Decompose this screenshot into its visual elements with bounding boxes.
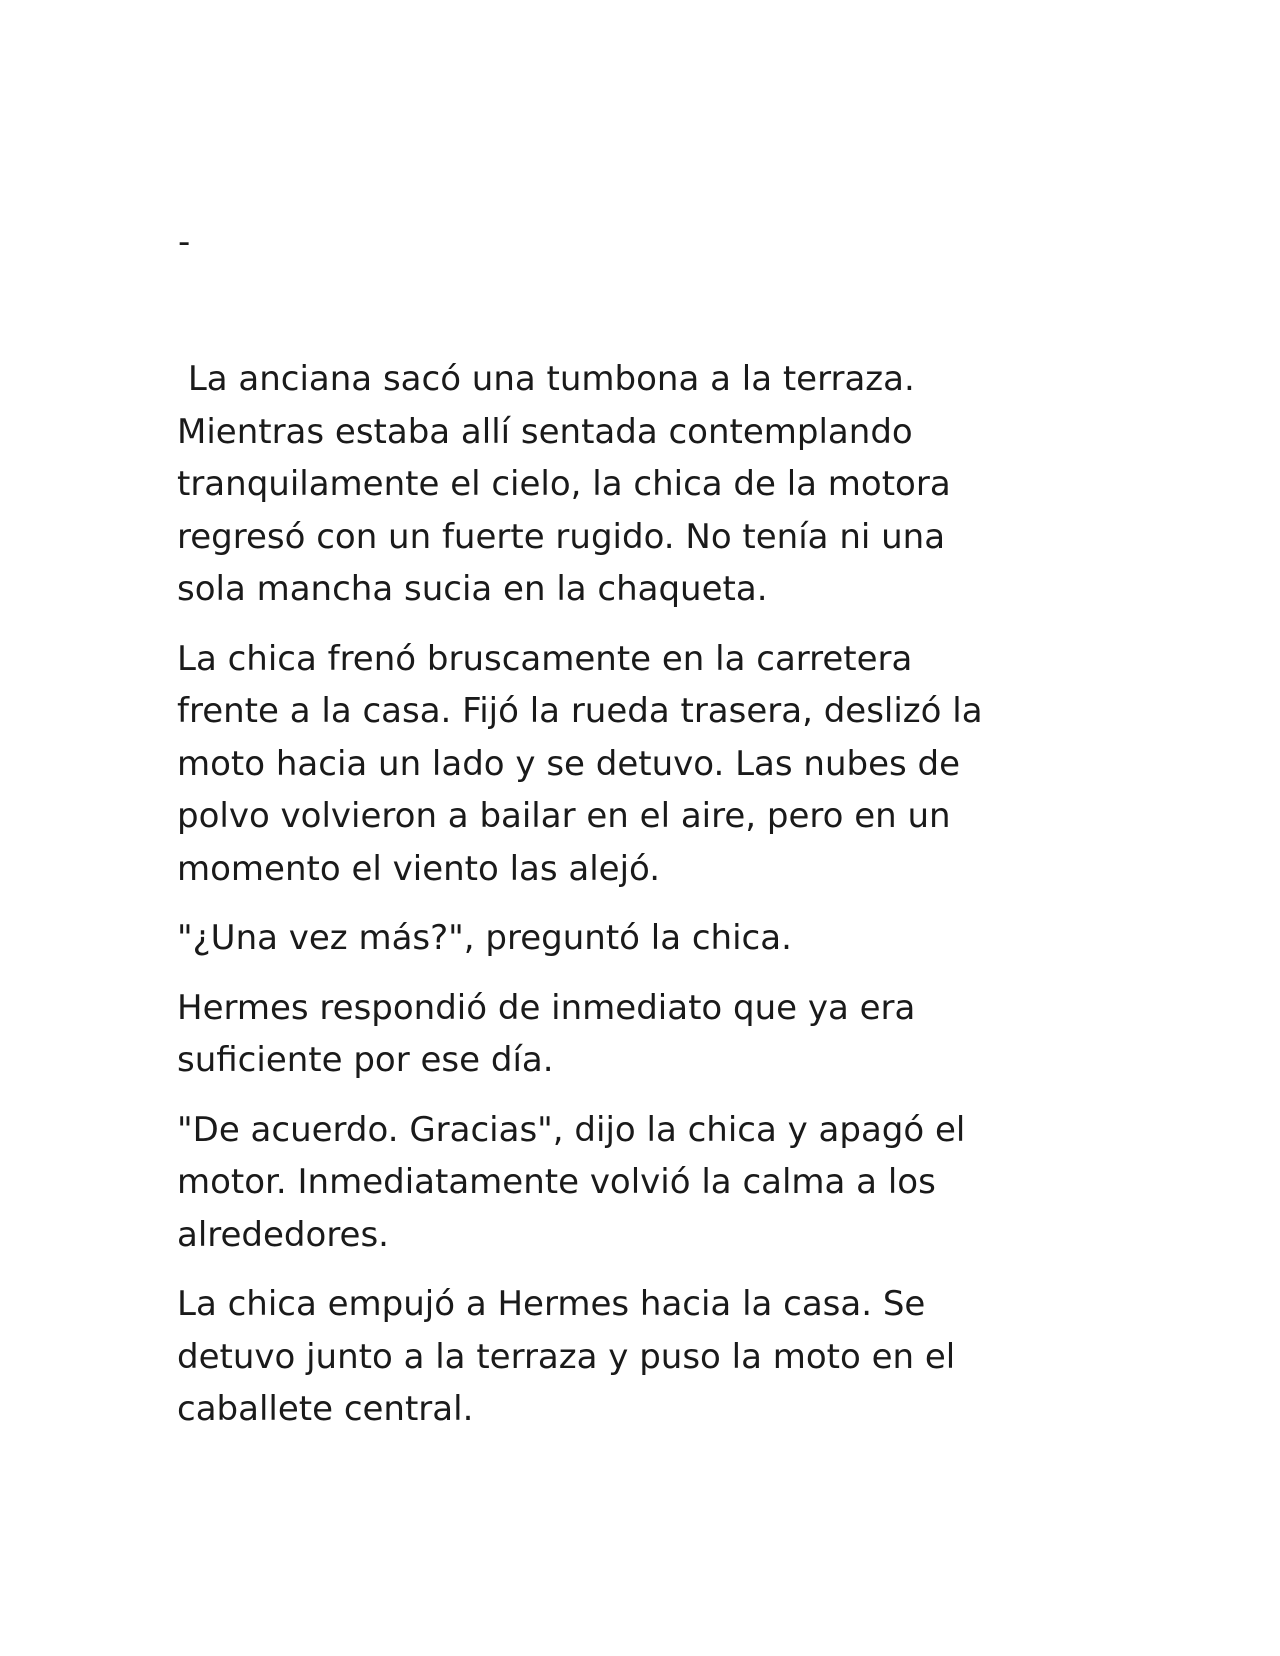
paragraph: La anciana sacó una tumbona a la terraza. Mientras estaba allí sentada contemplando tranquilamente el cielo, la chica de la motora regresó con un fuerte rugido. No tenía ni una sola mancha sucia en la chaqueta. xyxy=(177,359,951,609)
paragraph: Hermes respondió de inmediato que ya era suficiente por ese día. xyxy=(177,987,916,1080)
paragraph: "De acuerdo. Gracias", dijo la chica y apagó el motor. Inmediatamente volvió la calma a los alrededores. xyxy=(177,1109,966,1255)
paragraph: La chica frenó bruscamente en la carretera frente a la casa. Fijó la rueda trasera, deslizó la moto hacia un lado y se detuvo. Las nubes de polvo volvieron a bailar en el aire, pero en un momento el viento las alejó. xyxy=(177,638,983,889)
separator-dash: - xyxy=(178,222,191,262)
document-body xyxy=(177,353,1097,1453)
paragraph: La chica empujó a Hermes hacia la casa. Se detuvo junto a la terraza y puso la moto en el caballete central. xyxy=(177,1284,956,1429)
paragraph: "¿Una vez más?", preguntó la chica. xyxy=(177,918,792,958)
